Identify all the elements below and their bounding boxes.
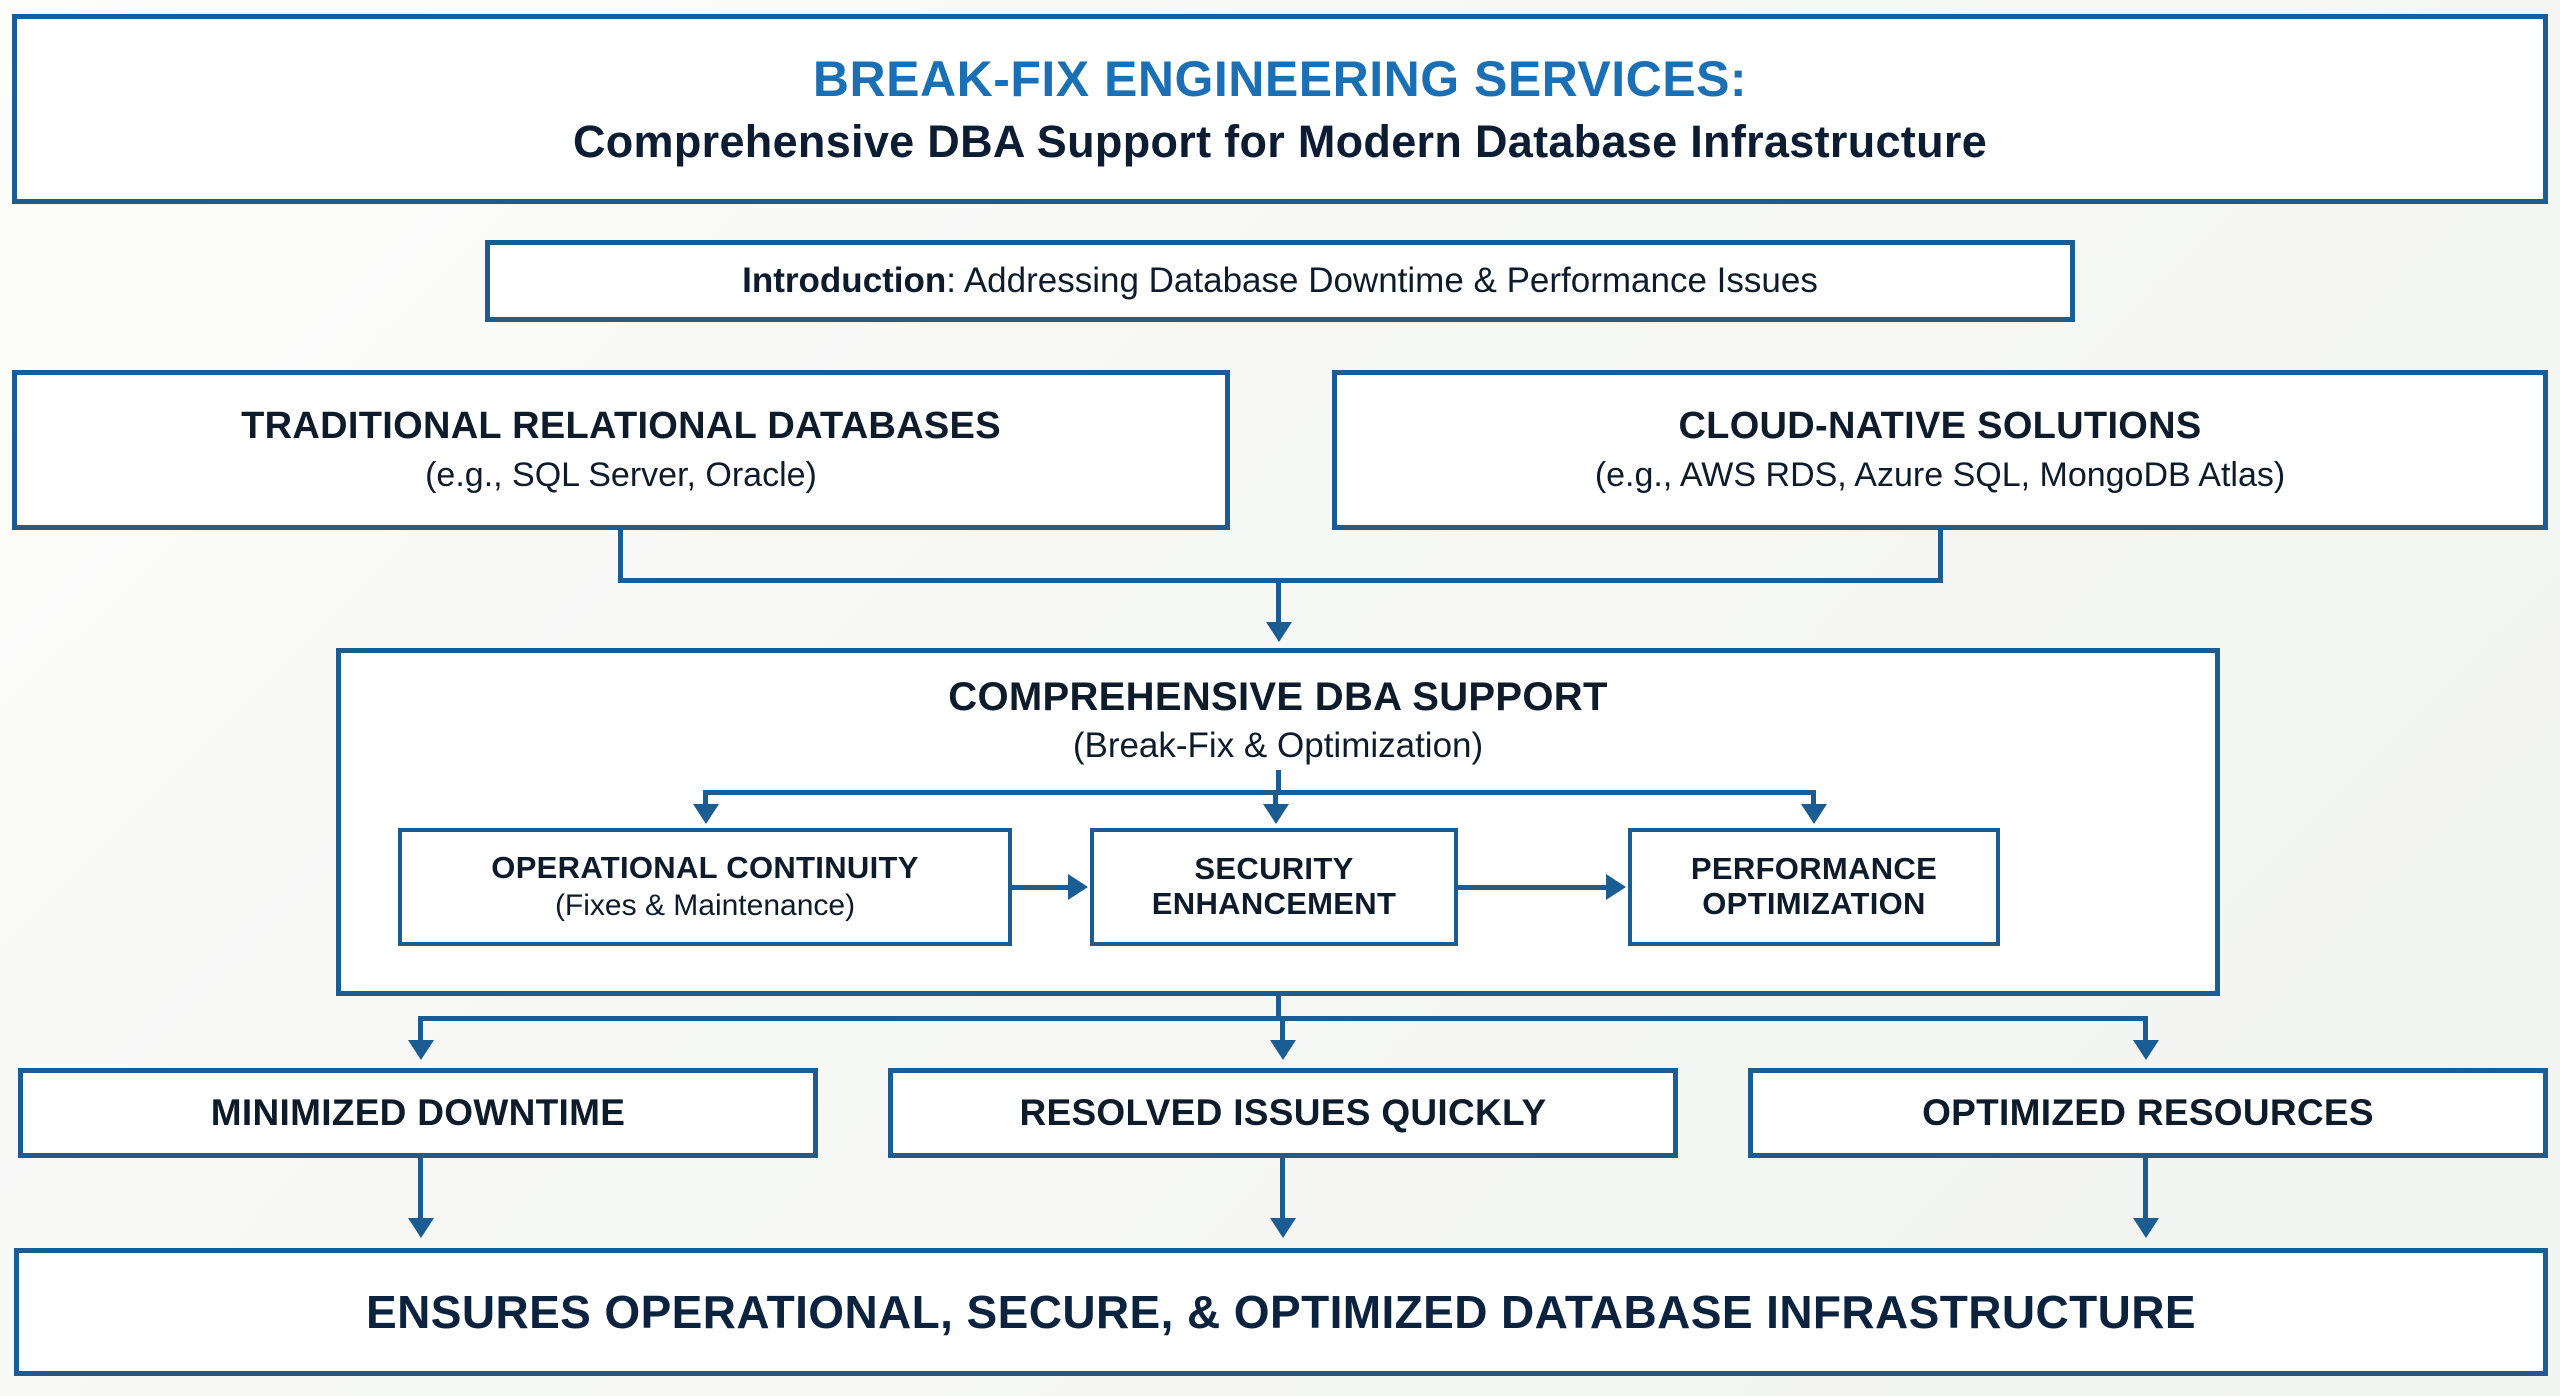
title-line-secondary: Comprehensive DBA Support for Modern Database Infrastructure [572,115,1988,167]
resolved-issues-title: RESOLVED ISSUES QUICKLY [1019,1092,1547,1134]
connector-optimized-to-final [2143,1158,2148,1220]
performance-optimization-title-2: OPTIMIZATION [1702,886,1926,921]
connector-security-to-performance [1458,885,1608,890]
security-enhancement-title-2: ENHANCEMENT [1151,886,1397,921]
title-line-primary: BREAK-FIX ENGINEERING SERVICES: [812,50,1748,107]
connector-to-minimized-downtime [418,1016,423,1042]
introduction-text: : Addressing Database Downtime & Performance Issues [946,261,1818,300]
dba-support-subtitle: (Break-Fix & Optimization) [1072,725,1484,765]
title-box [12,14,2548,204]
minimized-downtime-box [18,1068,818,1158]
connector-resolved-to-final [1280,1158,1285,1220]
connector-sources-to-support [1276,578,1281,626]
security-enhancement-box [1090,828,1458,946]
minimized-downtime-title: MINIMIZED DOWNTIME [210,1092,626,1134]
arrow-security-to-performance-icon [1606,874,1626,900]
security-enhancement-title: SECURITY [1194,851,1354,887]
connector-cloud-down [1938,530,1943,582]
cloud-native-solutions-box [1332,370,2548,530]
connector-support-stem [1276,770,1281,792]
cloud-native-subtitle: (e.g., AWS RDS, Azure SQL, MongoDB Atlas) [1594,455,2286,494]
traditional-db-subtitle: (e.g., SQL Server, Oracle) [425,455,817,494]
connector-to-resolved-issues [1280,1016,1285,1042]
arrow-to-performance-icon [1801,804,1827,824]
conclusion-text: ENSURES OPERATIONAL, SECURE, & OPTIMIZED DATABASE INFRASTRUCTURE [366,1286,2196,1338]
connector-minimized-to-final [418,1158,423,1220]
arrow-sources-to-support-icon [1266,622,1292,642]
connector-traditional-down [618,530,623,582]
arrow-resolved-to-final-icon [1270,1218,1296,1238]
resolved-issues-quickly-box [888,1068,1678,1158]
performance-optimization-box [1628,828,2000,946]
operational-continuity-subtitle: (Fixes & Maintenance) [554,888,856,922]
connector-pillars-horizontal [703,790,1814,795]
cloud-native-title: CLOUD-NATIVE SOLUTIONS [1678,405,2202,448]
arrow-to-optimized-resources-icon [2133,1040,2159,1060]
introduction-box [485,240,2075,322]
arrow-to-minimized-downtime-icon [408,1040,434,1060]
arrow-minimized-to-final-icon [408,1218,434,1238]
performance-optimization-title: PERFORMANCE [1690,851,1938,887]
introduction-label: Introduction [742,261,947,300]
arrow-optimized-to-final-icon [2133,1218,2159,1238]
arrow-to-operational-icon [693,804,719,824]
optimized-resources-title: OPTIMIZED RESOURCES [1922,1092,2374,1134]
arrow-to-resolved-issues-icon [1270,1040,1296,1060]
traditional-relational-databases-box [12,370,1230,530]
optimized-resources-box [1748,1068,2548,1158]
arrow-operational-to-security-icon [1068,874,1088,900]
connector-to-optimized-resources [2143,1016,2148,1042]
dba-support-title: COMPREHENSIVE DBA SUPPORT [948,675,1608,719]
operational-continuity-box [398,828,1012,946]
traditional-db-title: TRADITIONAL RELATIONAL DATABASES [241,405,1001,448]
arrow-to-security-icon [1263,804,1289,824]
connector-operational-to-security [1012,885,1070,890]
conclusion-box [14,1248,2548,1376]
operational-continuity-title: OPERATIONAL CONTINUITY [491,849,919,885]
